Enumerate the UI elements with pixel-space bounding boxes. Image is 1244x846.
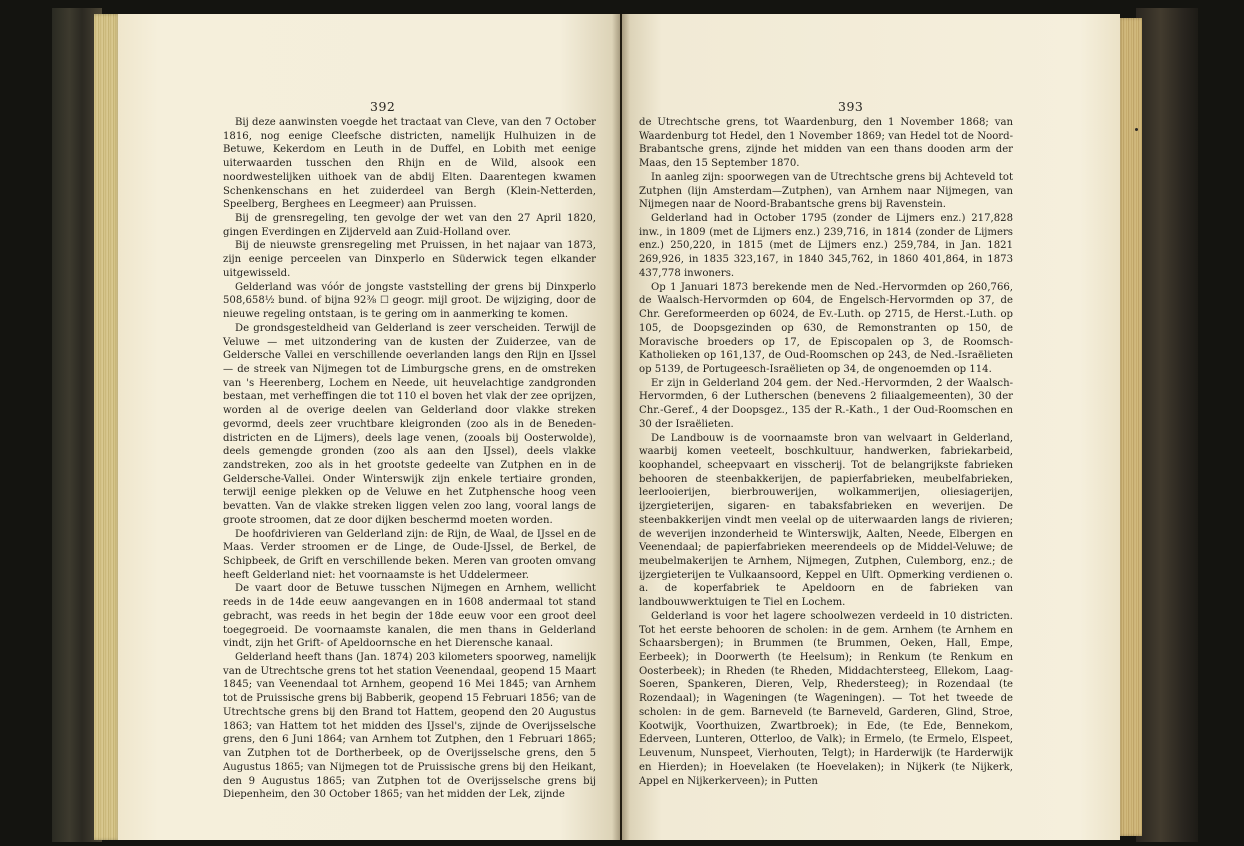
page-number: 392 — [370, 99, 396, 114]
paragraph: De vaart door de Betuwe tusschen Nijmegen en Arnhem, wellicht reeds in de 14de eeuw aangevangen en in 1608 andermaal tot stand gebracht, was reeds in het begin der 18de eeuw voor een groot deel toegegroeid. De voornaamste kanalen, die men thans in Gelderland vindt, zijn het Grift- of Apeldoornsche en het Dierensche kanaal. — [223, 583, 596, 650]
left-page-edges — [94, 14, 120, 840]
right-cover — [1136, 8, 1198, 842]
page-body — [223, 116, 596, 802]
paragraph: De Landbouw is de voornaamste bron van welvaart in Gelderland, waarbij komen veeteelt, boschkultuur, handwerken, fabriekarbeid, koophandel, scheepvaart en visscherij. Tot de belangrijkste fabrieken behooren de steenbakkerijen, de papierfabrieken, meubelfabrieken, leerlooierijen, bierbrouwerijen, wolkammerijen, oliesiagerijen, ijzergieterijen, sigaren- en tabaksfabrieken en weverijen. De steenbakkerijen vindt men veelal op de uiterwaarden langs de rivieren; de weverijen inzonderheid te Winterswijk, Aalten, Neede, Elbergen en Veenendaal; de papierfabrieken meerendeels op de Middel-Veluwe; de meubelmakerijen te Arnhem, Nijmegen, Zutphen, Culemborg, enz.; de ijzergieterijen te Vulkaansoord, Keppel en Ulft. Opmerking verdienen o. a. de koperfabriek te Apeldoorn en de fabrieken van landbouwwerktuigen te Tiel en Lochem. — [639, 432, 1013, 609]
paragraph: Bij de nieuwste grensregeling met Pruissen, in het najaar van 1873, zijn eenige perceelen van Dinxperlo en Süderwick tegen elkander uitgewisseld. — [223, 240, 596, 279]
margin-mark — [1135, 128, 1138, 131]
right-page-edges — [1118, 18, 1142, 836]
paragraph: Gelderland was vóór de jongste vaststelling der grens bij Dinxperlo 508,658½ bund. of bijna 92⅜ ☐ geogr. mijl groot. De wijziging, door de nieuwe regeling ontstaan, is te gering om in aanmerking te komen. — [223, 281, 596, 321]
right-page — [622, 14, 1120, 840]
book-gutter — [612, 14, 630, 840]
paragraph: Gelderland heeft thans (Jan. 1874) 203 kilometers spoorweg, namelijk van de Utrechtsche grens tot het station Veenendaal, geopend 15 Maart 1845; van Veenendaal tot Arnhem, geopend 16 Mei 1845; van Arnhem tot de Pruissische grens bij Babberik, geopend 15 Februari 1856; van de Utrechtsche grens bij den Brand tot Hattem, geopend den 20 Augustus 1863; van Hattem tot het midden des IJssel's, zijnde de Overijsselsche grens, den 6 Juni 1864; van Arnhem tot Zutphen, den 1 Februari 1865; van Zutphen tot de Dortherbeek, op de Overijsselsche grens, den 5 Augustus 1865; van Nijmegen tot de Pruissische grens bij den Heikant, den 9 Augustus 1865; van Zutphen tot de Overijsselsche grens bij Diepenheim, den 30 October 1865; van het midden der Lek, zijnde — [223, 652, 596, 801]
paragraph: De grondsgesteldheid van Gelderland is zeer verscheiden. Terwijl de Veluwe — met uitzondering van de kusten der Zuiderzee, van de Geldersche Vallei en verschillende oeverlanden langs den Rijn en IJssel — de streek van Nijmegen tot de Limburgsche grens, en de omstreken van 's Heerenberg, Lochem en Neede, uit heuvelachtige zandgronden bestaan, met verheffingen die tot 110 el boven het vlak der zee oprijzen, worden al de overige deelen van Gelderland door vlakke streken gevormd, deels zeer vruchtbare kleigronden (zoo als in de Beneden-districten en de Lijmers), deels lage venen, (zooals bij Oosterwolde), deels gemengde gronden (zoo als aan den IJssel), deels vlakke zandstreken, zoo als in het grootste gedeelte van Zutphen en in de Geldersche-Vallei. Onder Winterswijk zijn enkele tertiaire gronden, terwijl eenige plekken op de Veluwe en het Zutphensche hoog veen bevatten. Van de vlakke streken liggen velen zoo lang, vooral langs de groote stroomen, dat ze door dijken beschermd moeten worden. — [223, 322, 596, 526]
paragraph: Bij deze aanwinsten voegde het tractaat van Cleve, van den 7 October 1816, nog eenige Cleefsche districten, namelijk Hulhuizen in de Betuwe, Kekerdom en Leuth in de Duffel, en Lobith met eenige uiterwaarden tusschen den Rhijn en de Wild, alsook een noordwestelijken uithoek van de abdij Elten. Daarentegen kwamen Schenkenschans en het zuiderdeel van Bergh (Klein-Netterden, Speelberg, Berghees en Leegmeer) aan Pruissen. — [223, 117, 596, 211]
left-page — [118, 14, 620, 840]
paragraph: Gelderland is voor het lagere schoolwezen verdeeld in 10 districten. Tot het eerste behooren de scholen: in de gem. Arnhem (te Arnhem en Schaarsbergen); in Brummen (te Brummen, Oeken, Hall, Empe, Eerbeek); in Doorwerth (te Heelsum); in Renkum (te Renkum en Oosterbeek); in Rheden (te Rheden, Middachtersteeg, Ellekom, Laag-Soeren, Spankeren, Dieren, Velp, Rhedersteeg); in Rozendaal (te Rozendaal); in Wageningen (te Wageningen). — Tot het tweede de scholen: in de gem. Barneveld (te Barneveld, Garderen, Glind, Stroe, Kootwijk, Voorthuizen, Zwartbroek); in Ede, (te Ede, Bennekom, Ederveen, Lunteren, Otterloo, de Valk); in Ermelo, (te Ermelo, Elspeet, Leuvenum, Nunspeet, Vierhouten, Telgt); in Harderwijk (te Harderwijk en Hierden); in Hoevelaken (te Hoevelaken); in Nijkerk (te Nijkerk, Appel en Nijkerkerveen); in Putten — [639, 610, 1013, 787]
paragraph: In aanleg zijn: spoorwegen van de Utrechtsche grens bij Achteveld tot Zutphen (lijn Amsterdam—Zutphen), van Arnhem naar Nijmegen, van Nijmegen naar de Noord-Brabantsche grens bij Ravenstein. — [639, 171, 1013, 211]
paragraph: Op 1 Januari 1873 berekende men de Ned.-Hervormden op 260,766, de Waalsch-Hervormden op 604, de Engelsch-Hervormden op 37, de Chr. Gereformeerden op 6024, de Ev.-Luth. op 2715, de Herst.-Luth. op 105, de Doopsgezinden op 630, de Remonstranten op 150, de Moravische broeders op 17, de Episcopalen op 3, de Roomsch-Katholieken op 161,137, de Oud-Roomschen op 243, de Ned.-Israëlieten op 5139, de Portugeesch-Israëlieten op 34, de ongenoemden op 114. — [639, 281, 1013, 375]
paragraph: De hoofdrivieren van Gelderland zijn: de Rijn, de Waal, de IJssel en de Maas. Verder stroomen er de Linge, de Oude-IJssel, de Berkel, de Schipbeek, de Grift en verschillende beken. Meren van grooten omvang heeft Gelderland niet: het voornaamste is het Uddelermeer. — [223, 528, 596, 581]
paragraph: Gelderland had in October 1795 (zonder de Lijmers enz.) 217,828 inw., in 1809 (met de Lijmers enz.) 239,716, in 1814 (zonder de Lijmers enz.) 250,220, in 1815 (met de Lijmers enz.) 259,784, in Jan. 1821 269,926, in 1835 323,167, in 1840 345,762, in 1860 401,864, in 1873 437,778 inwoners. — [639, 213, 1013, 279]
page-number: 393 — [838, 99, 864, 114]
paragraph: de Utrechtsche grens, tot Waardenburg, den 1 November 1868; van Waardenburg tot Hedel, den 1 November 1869; van Hedel tot de Noord-Brabantsche grens, zijnde het midden van een thans dooden arm der Maas, den 15 September 1870. — [639, 117, 1013, 170]
page-body — [639, 116, 1013, 788]
paragraph: Bij de grensregeling, ten gevolge der wet van den 27 April 1820, gingen Everdingen en Zijderveld aan Zuid-Holland over. — [223, 213, 596, 238]
paragraph: Er zijn in Gelderland 204 gem. der Ned.-Hervormden, 2 der Waalsch-Hervormden, 6 der Lutherschen (benevens 2 filiaalgemeenten), 30 der Chr.-Geref., 4 der Doopsgez., 135 der R.-Kath., 1 der Oud-Roomschen en 30 der Israëlieten. — [639, 377, 1013, 430]
